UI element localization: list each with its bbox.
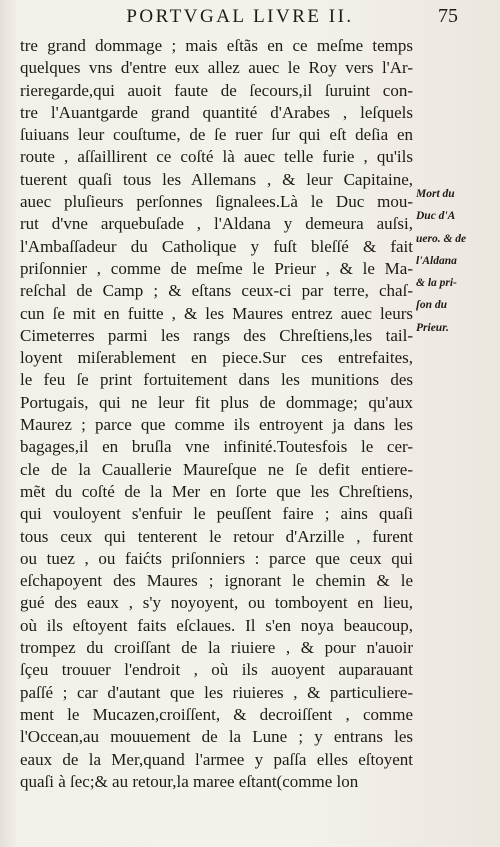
marginal-note-line: & la pri- — [416, 277, 457, 290]
marginal-note-line: ſon du — [416, 299, 447, 312]
marginal-note-line: Prieur. — [416, 321, 449, 334]
text-line: loyent miſerablement en piece.Sur ces entrefaites, — [20, 348, 413, 368]
marginal-note-line: l'Aldana — [416, 254, 457, 267]
text-line: mẽt du coſté de la Mer en ſorte que les Chreſtiens, — [20, 481, 413, 501]
text-line: reſchal de Camp ; & eſtans ceux-ci par terre, chaſ- — [20, 281, 413, 301]
text-line: route , aſſaillirent ce coſté là auec telle furie , qu'ils — [20, 147, 413, 167]
text-line: eſchapoyent des Maures ; ignorant le chemin & le — [20, 571, 413, 591]
text-line: paſſé ; car d'autant que les riuieres , & particuliere- — [20, 682, 413, 702]
running-title: PORTVGAL LIVRE II. — [126, 6, 354, 27]
text-line: gué des eaux , s'y noyoyent, ou tomboyent en lieu, — [20, 593, 413, 613]
text-line: tre l'Auantgarde grand quantité d'Arabes , leſquels — [20, 102, 413, 122]
text-line: ſuiuans leur couſtume, de ſe ruer ſur qui eſt deſia en — [20, 125, 413, 145]
text-line: eaux de la Mer,quand l'armee y paſſa elles eſtoyent — [20, 749, 413, 769]
text-line: rut d'vne arquebuſade , l'Aldana y demeura auſsi, — [20, 214, 413, 234]
text-line: Portugais, qui ne leur fit plus de dommage; qu'aux — [20, 392, 413, 412]
text-line: ou tuez , ou faićts priſonniers : parce que ceux qui — [20, 548, 413, 568]
text-line: tous ceux qui tenterent le retour d'Arzille , furent — [20, 526, 413, 546]
text-line: priſonnier , comme de meſme le Prieur , & le Ma- — [20, 258, 413, 278]
text-line: le feu ſe print fortuitement dans les munitions des — [20, 370, 413, 390]
text-line: bagages,il en bruſla vne infinité.Toutesfois le cer- — [20, 437, 413, 457]
text-line: cle de la Cauallerie Maureſque ne ſe defit entiere- — [20, 459, 413, 479]
text-line: Maurez ; parce que comme ils entroyent ja dans les — [20, 415, 413, 435]
text-line: auec pluſieurs perſonnes ſignalees.Là le Duc mou- — [20, 192, 413, 212]
text-line: trompez du croiſſant de la riuiere , & pour n'auoir — [20, 638, 413, 658]
marginal-note-line: uero. & de — [416, 232, 467, 245]
text-line: Cimeterres parmi les rangs des Chreſtiens,les tail- — [20, 325, 413, 345]
text-line: ment le Mucazen,croiſſent, & decroiſſent , comme — [20, 704, 413, 724]
text-line: tuerent quaſi tous les Allemans , & leur Capitaine, — [20, 169, 413, 189]
text-line: l'Occean,au mouuement de la Lune ; y entrans les — [20, 727, 413, 747]
text-line: tre grand dommage ; mais eſtãs en ce meſme temps — [20, 36, 413, 55]
text-line: l'Ambaſſadeur du Catholique y fuſt bleſſé & fait — [20, 236, 413, 256]
text-line: ſçeu trouuer l'endroit , où ils auoyent auparauant — [20, 660, 413, 680]
text-line: qui vouloyent s'enfuir le peuſſent faire ; ains quaſi — [20, 504, 413, 524]
page-number: 75 — [438, 5, 458, 27]
text-line: rieregarde,qui auoit faute de ſecours,il ſuruint con- — [20, 80, 413, 100]
text-line: où ils eſtoyent faits eſclaues. Il s'en noya beaucoup, — [20, 615, 413, 635]
text-line: quaſi à ſec;& au retour,la maree eſtant(comme lon — [20, 771, 359, 791]
marginal-note-line: Duc d'A — [416, 210, 456, 223]
marginal-note — [414, 183, 498, 339]
text-line: cun ſe mit en fuitte , & les Maures entrez auec leurs — [20, 303, 413, 323]
marginal-note-line: Mort du — [416, 188, 455, 200]
text-line: quelques vns d'entre eux allez auec le Roy vers l'Ar- — [20, 58, 413, 78]
body-text — [20, 35, 413, 793]
